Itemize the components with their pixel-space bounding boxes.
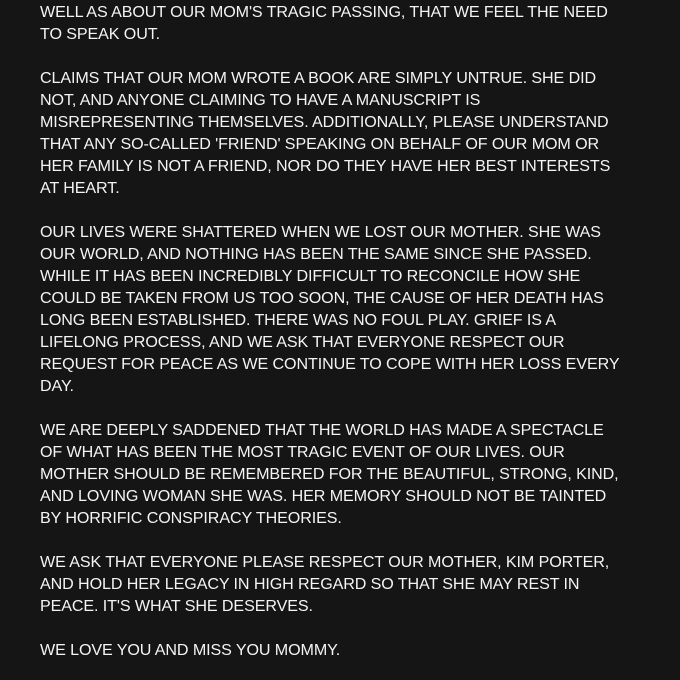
statement-line: AT HEART. — [40, 179, 120, 197]
statement-paragraph — [40, 67, 650, 199]
statement-paragraph — [40, 419, 650, 529]
statement-line: OUR LIVES WERE SHATTERED WHEN WE LOST OUR MOTHER. SHE WAS — [40, 223, 601, 241]
statement-line: AND HOLD HER LEGACY IN HIGH REGARD SO THAT SHE MAY REST IN — [40, 575, 580, 593]
statement-line: MOTHER SHOULD BE REMEMBERED FOR THE BEAUTIFUL, STRONG, KIND, — [40, 465, 619, 483]
statement-line: OF WHAT HAS BEEN THE MOST TRAGIC EVENT OF OUR LIVES. OUR — [40, 443, 565, 461]
statement-paragraph — [40, 1, 650, 45]
statement-line: AND LOVING WOMAN SHE WAS. HER MEMORY SHOULD NOT BE TAINTED — [40, 487, 607, 505]
statement-line: OUR WORLD, AND NOTHING HAS BEEN THE SAME SINCE SHE PASSED. — [40, 245, 592, 263]
statement-line: COULD BE TAKEN FROM US TOO SOON, THE CAUSE OF HER DEATH HAS — [40, 289, 604, 307]
statement-paragraph — [40, 551, 650, 617]
statement-line: MISREPRESENTING THEMSELVES. ADDITIONALLY, PLEASE UNDERSTAND — [40, 113, 609, 131]
statement-line: WE LOVE YOU AND MISS YOU MOMMY. — [40, 641, 341, 659]
statement-line: NOT, AND ANYONE CLAIMING TO HAVE A MANUSCRIPT IS — [40, 91, 481, 109]
statement-line: REQUEST FOR PEACE AS WE CONTINUE TO COPE WITH HER LOSS EVERY — [40, 355, 620, 373]
statement-line: THAT ANY SO-CALLED 'FRIEND' SPEAKING ON BEHALF OF OUR MOM OR — [40, 135, 600, 153]
statement-line: DAY. — [40, 377, 74, 395]
statement-line: LONG BEEN ESTABLISHED. THERE WAS NO FOUL PLAY. GRIEF IS A — [40, 311, 556, 329]
statement-paragraph — [40, 221, 650, 397]
statement-text — [40, 0, 650, 680]
statement-paragraph — [40, 639, 650, 661]
statement-line: WELL AS ABOUT OUR MOM'S TRAGIC PASSING, THAT WE FEEL THE NEED — [40, 3, 608, 21]
statement-line: WE ASK THAT EVERYONE PLEASE RESPECT OUR MOTHER, KIM PORTER, — [40, 553, 610, 571]
statement-line: LIFELONG PROCESS, AND WE ASK THAT EVERYONE RESPECT OUR — [40, 333, 565, 351]
statement-line: PEACE. IT'S WHAT SHE DESERVES. — [40, 597, 313, 615]
statement-line: BY HORRIFIC CONSPIRACY THEORIES. — [40, 509, 342, 527]
statement-line: WHILE IT HAS BEEN INCREDIBLY DIFFICULT TO RECONCILE HOW SHE — [40, 267, 581, 285]
statement-line: HER FAMILY IS NOT A FRIEND, NOR DO THEY HAVE HER BEST INTERESTS — [40, 157, 611, 175]
statement-line: TO SPEAK OUT. — [40, 25, 161, 43]
statement-line: WE ARE DEEPLY SADDENED THAT THE WORLD HAS MADE A SPECTACLE — [40, 421, 604, 439]
statement-line: CLAIMS THAT OUR MOM WROTE A BOOK ARE SIMPLY UNTRUE. SHE DID — [40, 69, 596, 87]
